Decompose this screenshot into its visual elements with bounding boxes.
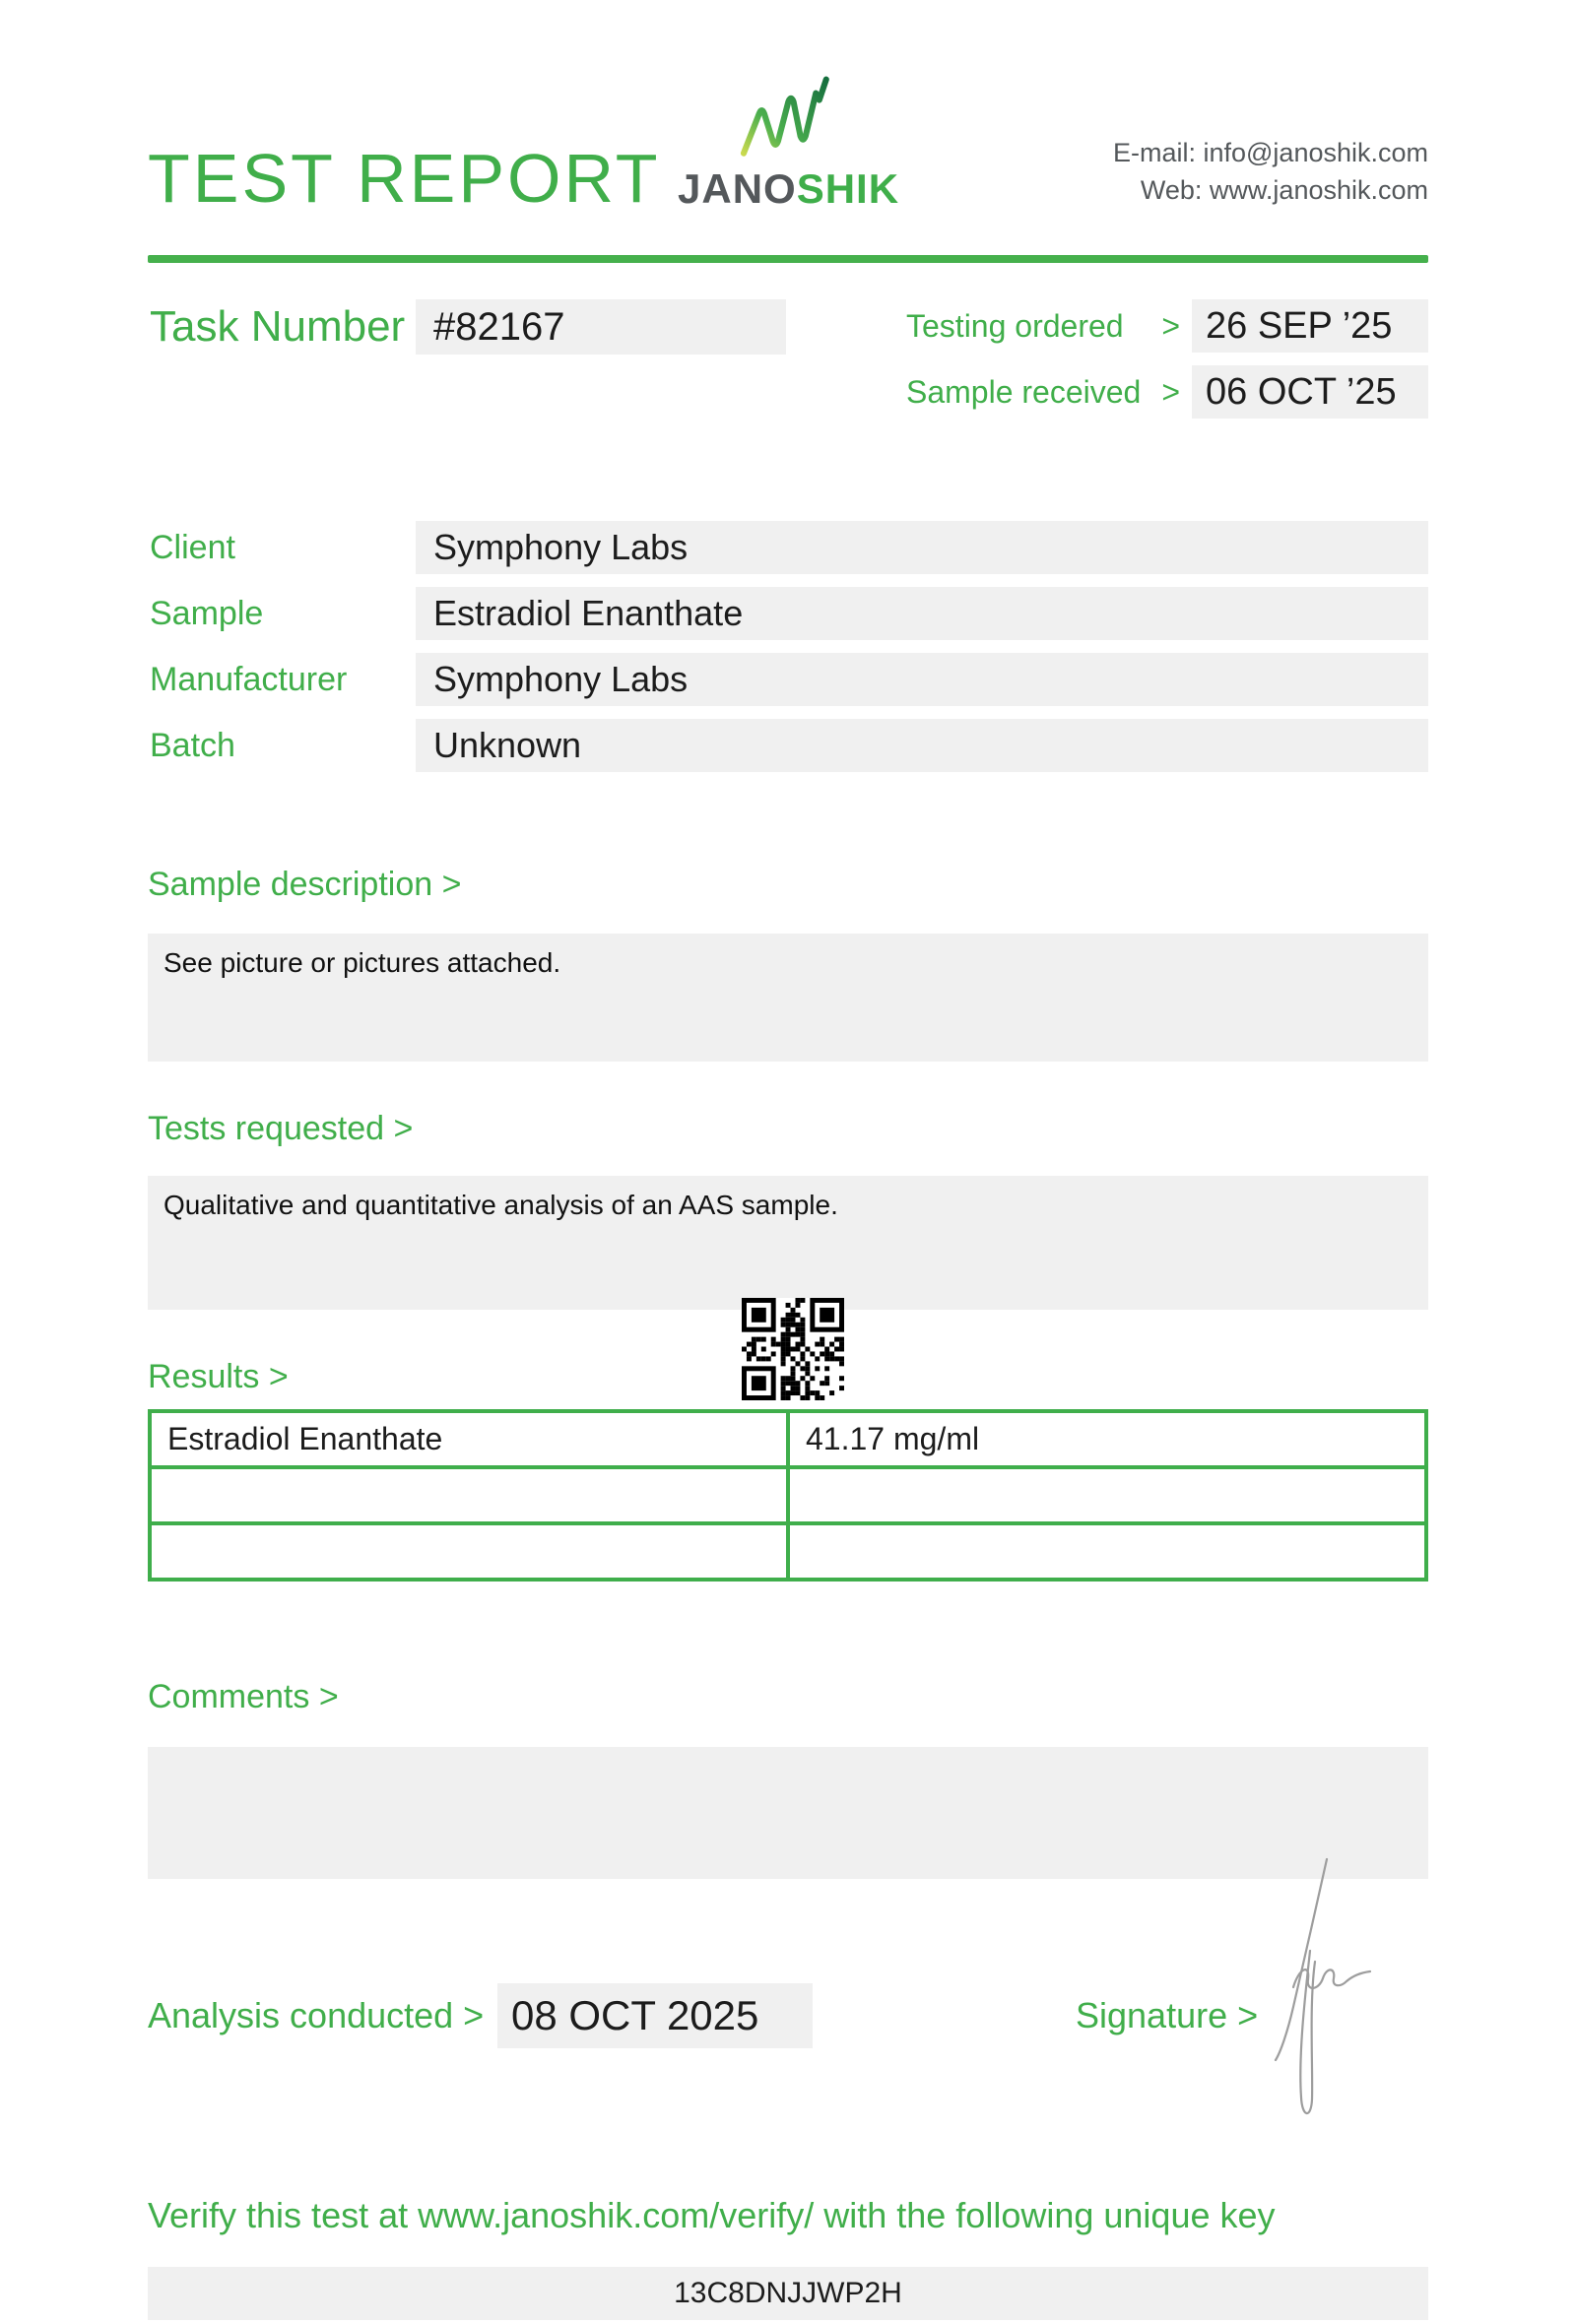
client-value: Symphony Labs <box>416 521 1428 574</box>
results-row-0-value: 41.17 mg/ml <box>790 1413 1424 1465</box>
analysis-conducted-label: Analysis conducted > <box>148 1995 485 2035</box>
results-row-1-value <box>790 1469 1424 1521</box>
results-row-2-substance <box>152 1525 786 1578</box>
contact-web <box>1113 171 1428 209</box>
qr-code <box>741 1298 845 1405</box>
signature-label: Signature > <box>1076 1995 1259 2035</box>
comments-box <box>148 1747 1428 1879</box>
manufacturer-value: Symphony Labs <box>416 653 1428 706</box>
contact-email-value: info@janoshik.com <box>1203 138 1428 167</box>
header-divider <box>148 255 1428 263</box>
sample-description-heading: Sample description > <box>148 866 462 903</box>
results-row-0-substance: Estradiol Enanthate <box>152 1413 786 1465</box>
tests-requested-heading: Tests requested > <box>148 1110 414 1147</box>
sample-value: Estradiol Enanthate <box>416 587 1428 640</box>
results-table <box>148 1409 1428 1582</box>
verify-instruction: Verify this test at www.janoshik.com/verify/ with the following unique key <box>148 2195 1276 2235</box>
results-row-2-value <box>790 1525 1424 1578</box>
analysis-conducted-date: 08 OCT 2025 <box>497 1983 813 2048</box>
testing-ordered-arrow-icon: > <box>1161 308 1180 344</box>
janoshik-logo-text <box>678 165 899 213</box>
sample-label: Sample <box>150 595 264 632</box>
sample-received-label <box>906 365 1180 419</box>
tests-requested-box <box>148 1176 1428 1310</box>
testing-ordered-label <box>906 299 1180 353</box>
sample-received-arrow-icon: > <box>1161 374 1180 410</box>
task-number-label: Task Number <box>150 302 406 351</box>
batch-label: Batch <box>150 727 235 764</box>
contact-email <box>1113 134 1428 171</box>
testing-ordered-date: 26 SEP ’25 <box>1192 299 1428 353</box>
janoshik-logo-icon <box>737 73 831 166</box>
sample-received-date: 06 OCT ’25 <box>1192 365 1428 419</box>
tests-requested-text: Qualitative and quantitative analysis of an AAS sample. <box>164 1190 838 1220</box>
signature-image <box>1266 1857 1394 2148</box>
batch-value: Unknown <box>416 719 1428 772</box>
logo-shik: SHIK <box>796 165 900 212</box>
results-heading: Results > <box>148 1358 289 1395</box>
testing-ordered-text: Testing ordered <box>906 308 1124 344</box>
contact-info <box>1113 134 1428 209</box>
manufacturer-label: Manufacturer <box>150 661 348 698</box>
sample-description-text: See picture or pictures attached. <box>164 947 561 978</box>
client-label: Client <box>150 529 235 566</box>
task-number-value: #82167 <box>416 299 786 355</box>
contact-web-value: www.janoshik.com <box>1209 175 1428 205</box>
results-row-1-substance <box>152 1469 786 1521</box>
page-title: TEST REPORT <box>148 140 661 217</box>
comments-heading: Comments > <box>148 1678 339 1715</box>
sample-received-text: Sample received <box>906 374 1142 410</box>
contact-web-label: Web: <box>1140 175 1203 205</box>
sample-description-box <box>148 934 1428 1062</box>
contact-email-label: E-mail: <box>1112 138 1196 167</box>
unique-key: 13C8DNJJWP2H <box>148 2267 1428 2320</box>
logo-jano: JANO <box>678 165 797 212</box>
